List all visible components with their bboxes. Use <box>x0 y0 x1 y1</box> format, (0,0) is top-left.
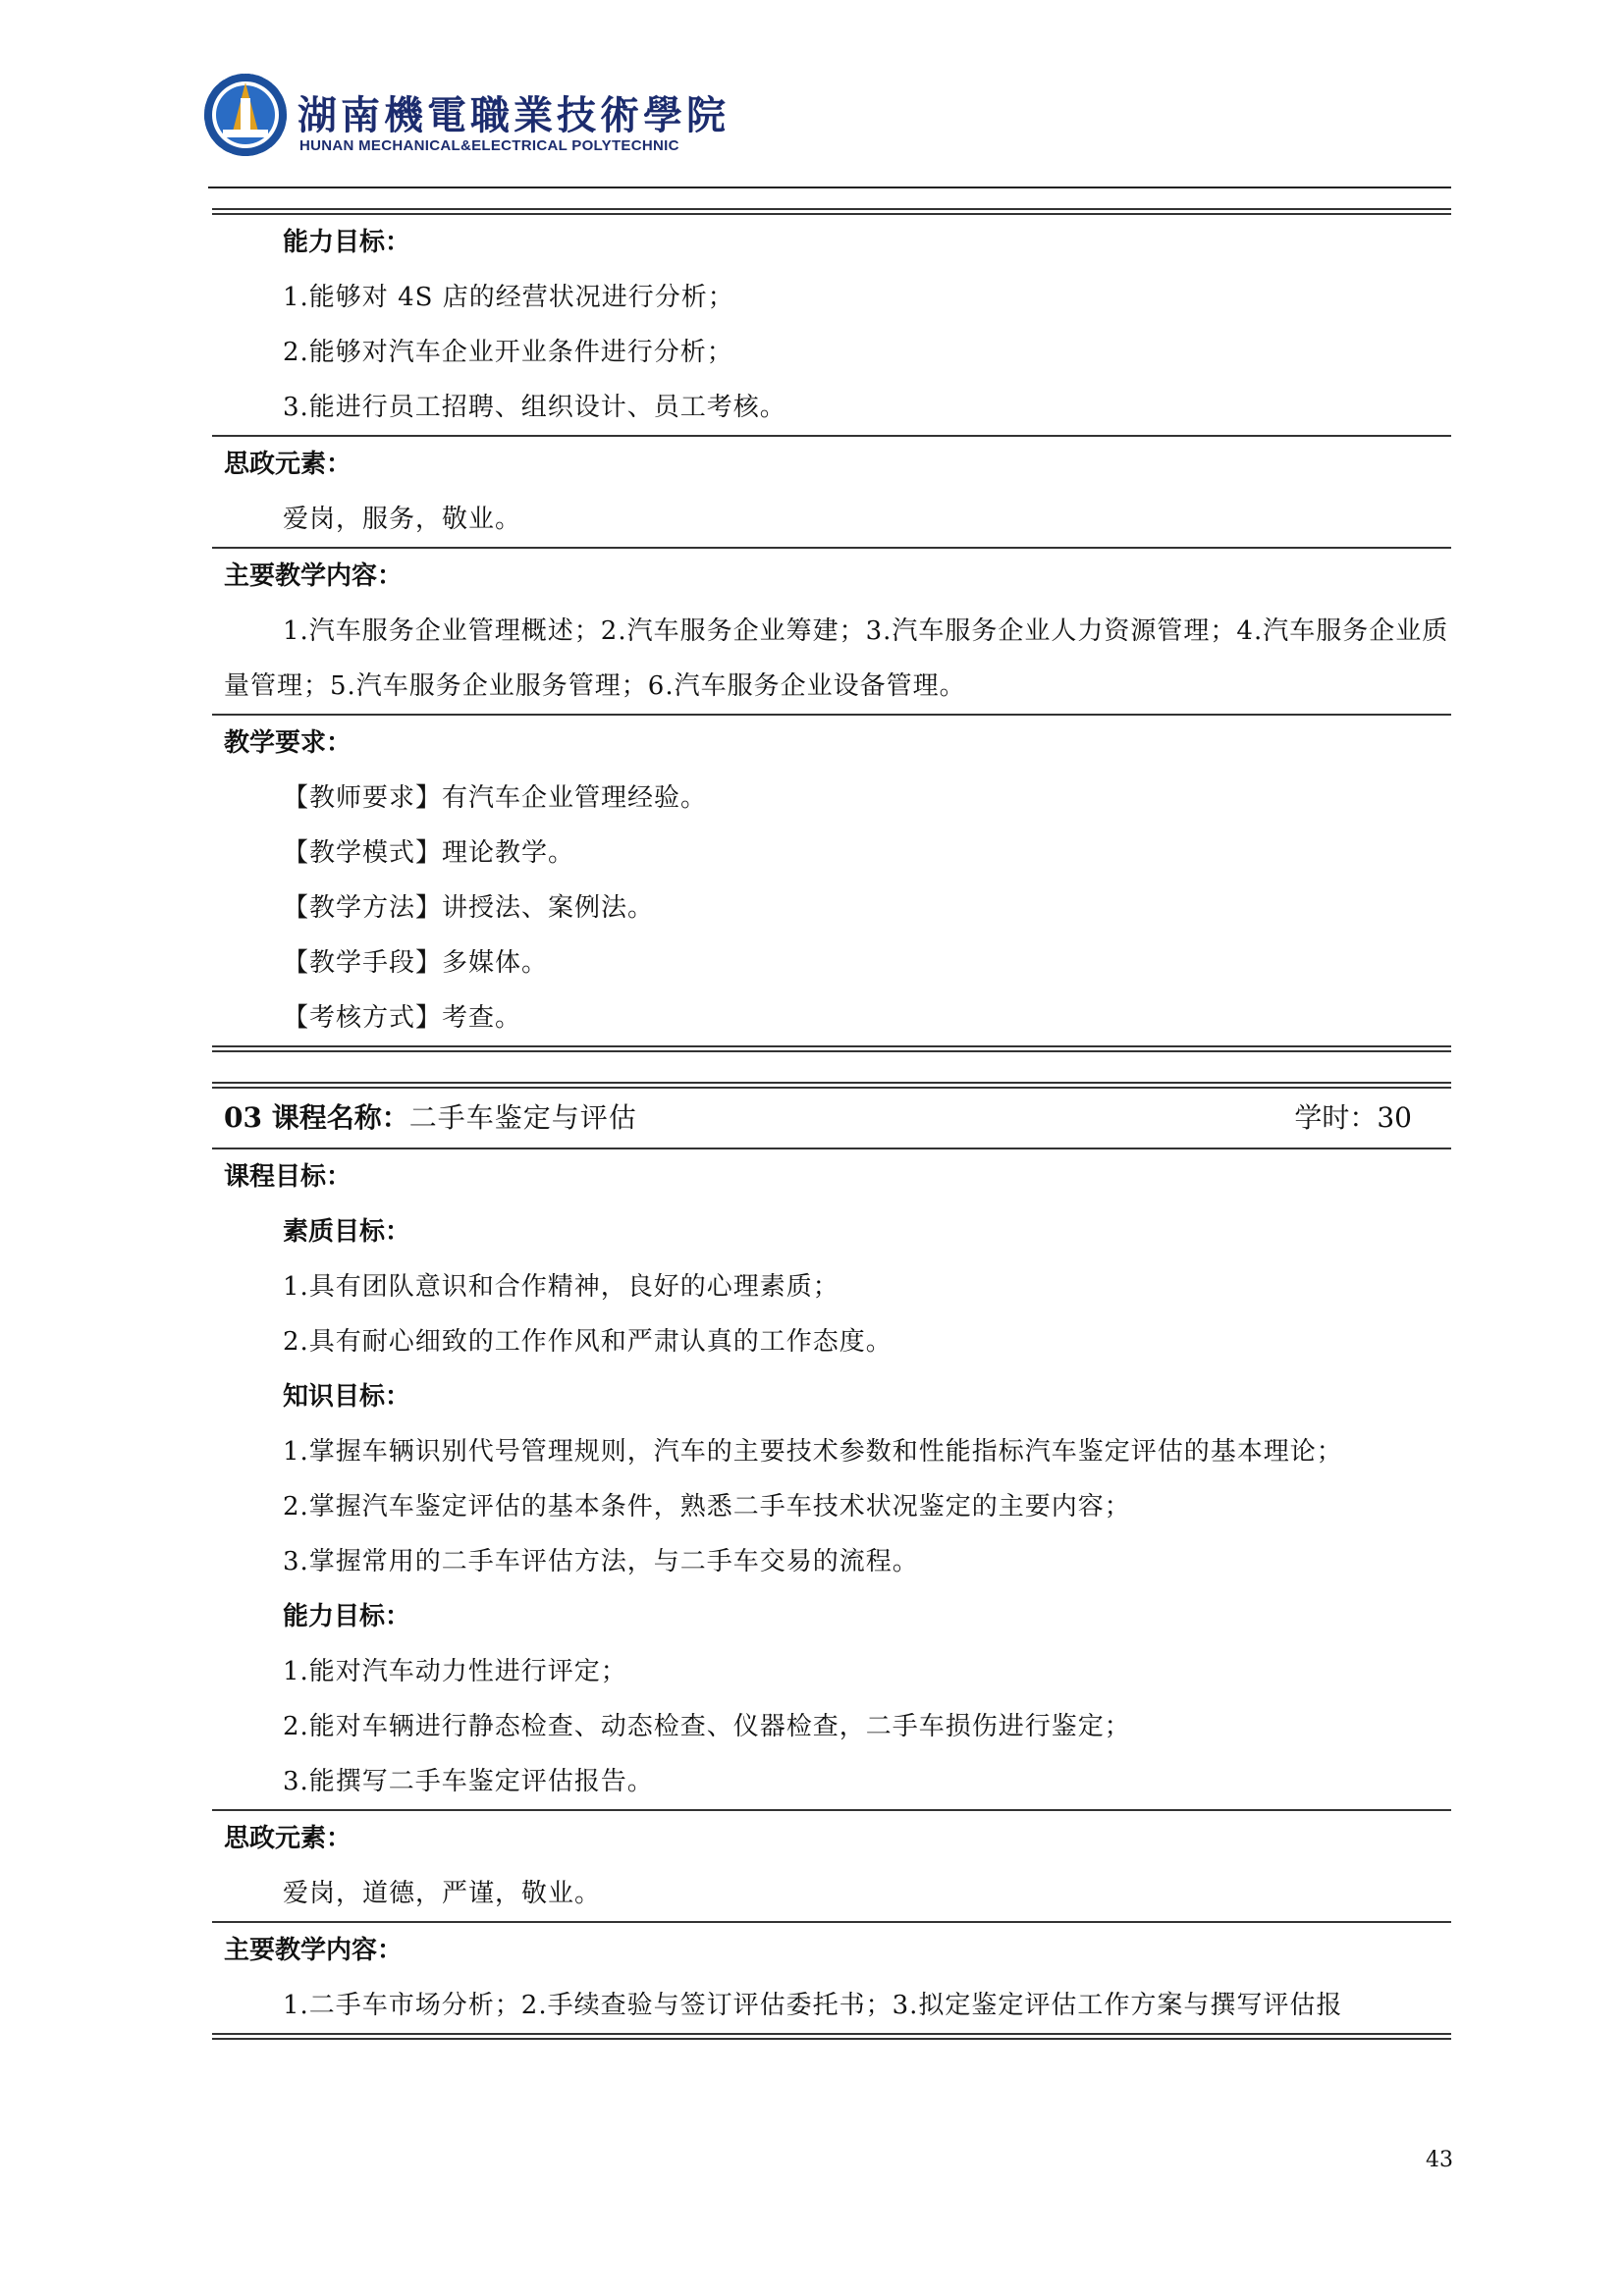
quality-goal-item: 1.具有团队意识和合作精神，良好的心理素质； <box>283 1272 839 1302</box>
ability-goal-item: 3.能进行员工招聘、组织设计、员工考核。 <box>283 393 786 422</box>
quality-goals-title: 素质目标： <box>283 1217 411 1247</box>
table-bottom-border <box>212 1045 1451 1052</box>
school-logo-icon <box>201 71 290 159</box>
ideology-title: 思政元素： <box>224 450 352 479</box>
table-top-border <box>212 1082 1451 1089</box>
ideology-title: 思政元素： <box>224 1824 352 1853</box>
ability-goal-item: 2.能对车辆进行静态检查、动态检查、仪器检查，二手车损伤进行鉴定； <box>283 1712 1131 1741</box>
course-title-row <box>212 1089 1451 1148</box>
table-top-border <box>212 208 1451 215</box>
school-name-cn: 湖南機電職業技術學院 <box>298 92 730 138</box>
knowledge-goals-title: 知识目标： <box>283 1382 411 1412</box>
course-goals-title: 课程目标： <box>224 1162 352 1192</box>
ideology-text: 爱岗，道德，严谨，敬业。 <box>283 1879 602 1908</box>
ability-goal-item: 2.能够对汽车企业开业条件进行分析； <box>283 338 733 367</box>
knowledge-goal-item: 3.掌握常用的二手车评估方法，与二手车交易的流程。 <box>283 1547 919 1576</box>
page-number: 43 <box>1426 2148 1453 2172</box>
ability-goal-item: 1.能对汽车动力性进行评定； <box>283 1657 627 1686</box>
knowledge-goal-item: 1.掌握车辆识别代号管理规则，汽车的主要技术参数和性能指标汽车鉴定评估的基本理论； <box>283 1437 1343 1467</box>
ability-goals-title: 能力目标： <box>283 228 411 257</box>
requirement-item: 【教师要求】有汽车企业管理经验。 <box>283 783 708 813</box>
school-name-en: HUNAN MECHANICAL&ELECTRICAL POLYTECHNIC <box>299 137 679 154</box>
table-bottom-border <box>212 2033 1451 2040</box>
course-hours: 学时：30 <box>1294 1101 1412 1134</box>
requirement-item: 【教学手段】多媒体。 <box>283 948 549 978</box>
knowledge-goal-item: 2.掌握汽车鉴定评估的基本条件，熟悉二手车技术状况鉴定的主要内容； <box>283 1492 1131 1522</box>
requirement-item: 【教学方法】讲授法、案例法。 <box>283 893 655 923</box>
ability-goal-item: 1.能够对 4S 店的经营状况进行分析； <box>283 283 734 312</box>
teaching-requirements-title: 教学要求： <box>224 728 352 758</box>
teaching-content-text: 1.汽车服务企业管理概述；2.汽车服务企业筹建；3.汽车服务企业人力资源管理；4.汽车服务企业质量管理；5.汽车服务企业服务管理；6.汽车服务企业设备管理。 <box>224 616 1449 701</box>
page-content <box>212 208 1451 2040</box>
course-name: 二手车鉴定与评估 <box>408 1101 637 1134</box>
header-divider <box>208 187 1451 188</box>
requirement-item: 【教学模式】理论教学。 <box>283 838 575 868</box>
page-header <box>201 61 1458 169</box>
ideology-text: 爱岗，服务，敬业。 <box>283 505 522 534</box>
requirement-item: 【考核方式】考查。 <box>283 1003 522 1033</box>
quality-goal-item: 2.具有耐心细致的工作作风和严肃认真的工作态度。 <box>283 1327 893 1357</box>
teaching-content-text: 1.二手车市场分析；2.手续查验与签订评估委托书；3.拟定鉴定评估工作方案与撰写评估报 <box>283 1991 1343 2020</box>
teaching-content-title: 主要教学内容： <box>224 561 404 591</box>
course-label: 03 课程名称： <box>224 1101 409 1134</box>
ability-goals-title: 能力目标： <box>283 1602 411 1631</box>
ability-goal-item: 3.能撰写二手车鉴定评估报告。 <box>283 1767 654 1796</box>
teaching-content-title: 主要教学内容： <box>224 1936 404 1965</box>
